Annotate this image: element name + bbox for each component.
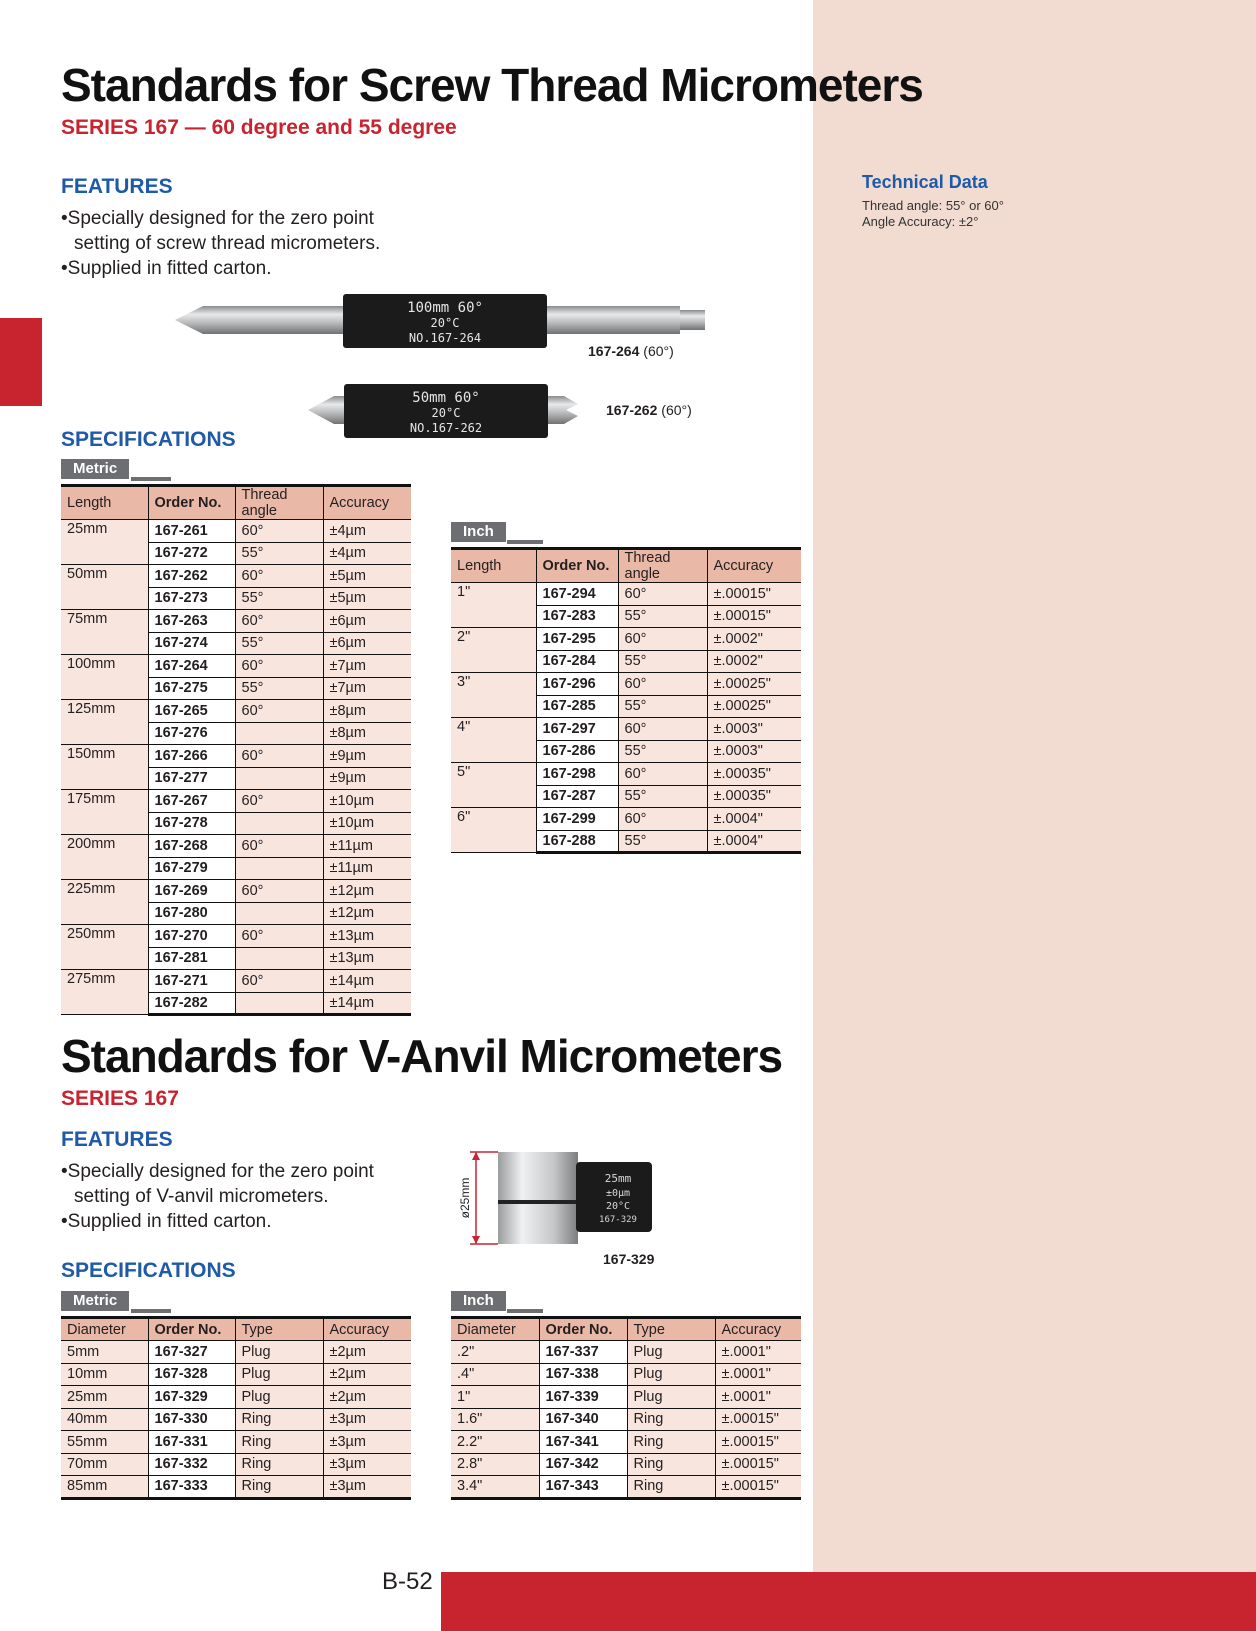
table-cell: 40mm	[61, 1408, 148, 1431]
specifications-heading: SPECIFICATIONS	[61, 428, 236, 451]
table-cell: Ring	[235, 1476, 323, 1499]
table-cell: ±9µm	[323, 745, 411, 768]
table-cell: 60°	[235, 610, 323, 633]
table-cell: 167-341	[539, 1431, 627, 1454]
table-cell	[235, 857, 323, 880]
table-cell: 167-269	[148, 880, 235, 903]
table-cell: 125mm	[61, 700, 148, 745]
table-cell: 167-268	[148, 835, 235, 858]
table-cell: 150mm	[61, 745, 148, 790]
table-cell: ±12µm	[323, 880, 411, 903]
table-cell: 167-276	[148, 722, 235, 745]
table-cell: 60°	[618, 763, 707, 786]
table-row	[61, 835, 411, 858]
table-row	[61, 565, 411, 588]
specifications-heading: SPECIFICATIONS	[61, 1259, 236, 1282]
table-cell	[235, 992, 323, 1015]
table-cell: 167-342	[539, 1453, 627, 1476]
table-cell: 10mm	[61, 1363, 148, 1386]
features-heading: FEATURES	[61, 1128, 173, 1151]
table-cell: 1.6"	[451, 1408, 539, 1431]
table-cell: ±13µm	[323, 947, 411, 970]
table-cell: 1"	[451, 1386, 539, 1409]
table-cell: 167-262	[148, 565, 235, 588]
table-cell: ±10µm	[323, 790, 411, 813]
table-cell: 3"	[451, 673, 536, 718]
table-cell: 75mm	[61, 610, 148, 655]
table-cell: 60°	[235, 925, 323, 948]
table-cell: 55°	[618, 785, 707, 808]
table-row	[61, 655, 411, 678]
table-cell: 70mm	[61, 1453, 148, 1476]
table-cell: ±.00015"	[715, 1453, 801, 1476]
column-header: Order No.	[148, 1318, 235, 1341]
table-row	[451, 583, 801, 606]
table-cell: 85mm	[61, 1476, 148, 1499]
page-title-screw-thread: Standards for Screw Thread Micrometers	[61, 59, 923, 111]
table-cell: ±8µm	[323, 722, 411, 745]
table-cell: Plug	[627, 1386, 715, 1409]
table-cell: 1"	[451, 583, 536, 628]
table-cell: ±.0002"	[707, 628, 801, 651]
side-panel	[813, 0, 1256, 1631]
table-cell: ±.0001"	[715, 1363, 801, 1386]
table-row	[61, 1341, 411, 1364]
table-row	[451, 673, 801, 696]
table-cell: ±.00035"	[707, 763, 801, 786]
table-cell: .4"	[451, 1363, 539, 1386]
v-anvil-metric-table	[61, 1316, 411, 1500]
engraving-text: 25mm	[604, 1172, 632, 1185]
feature-item: •Specially designed for the zero point setting of screw thread micrometers.	[61, 208, 381, 254]
table-cell: ±13µm	[323, 925, 411, 948]
column-header: Length	[61, 486, 148, 520]
table-cell: 167-337	[539, 1341, 627, 1364]
table-cell: 167-296	[536, 673, 618, 696]
image-caption: 167-262 (60°)	[606, 402, 692, 418]
table-cell: 2.2"	[451, 1431, 539, 1454]
table-row	[61, 520, 411, 543]
table-cell: 55°	[235, 632, 323, 655]
table-cell: Plug	[235, 1363, 323, 1386]
engraving-text: 167-329	[599, 1215, 637, 1225]
table-cell: ±5µm	[323, 587, 411, 610]
table-cell: ±.00015"	[715, 1431, 801, 1454]
table-cell: ±.0002"	[707, 650, 801, 673]
table-cell: ±3µm	[323, 1476, 411, 1499]
table-cell: ±14µm	[323, 992, 411, 1015]
table-cell: Ring	[235, 1453, 323, 1476]
table-cell: 167-332	[148, 1453, 235, 1476]
feature-item: •Supplied in fitted carton.	[61, 258, 272, 279]
table-cell: ±12µm	[323, 902, 411, 925]
table-row	[61, 1386, 411, 1409]
column-header: Accuracy	[715, 1318, 801, 1341]
table-cell: ±.00015"	[707, 605, 801, 628]
engraving-text: ±0µm	[605, 1188, 631, 1199]
feature-item: •Specially designed for the zero point setting of V-anvil micrometers.	[61, 1161, 374, 1207]
table-cell: ±9µm	[323, 767, 411, 790]
table-row	[451, 763, 801, 786]
inch-label: Inch	[451, 522, 543, 544]
table-row	[61, 700, 411, 723]
table-cell: ±14µm	[323, 970, 411, 993]
table-cell: 167-339	[539, 1386, 627, 1409]
table-cell: 60°	[618, 808, 707, 831]
table-cell: 167-272	[148, 542, 235, 565]
table-cell: 167-327	[148, 1341, 235, 1364]
table-cell: ±6µm	[323, 632, 411, 655]
table-cell: 55°	[618, 830, 707, 853]
image-caption: 167-329	[603, 1251, 655, 1267]
table-cell: ±.0003"	[707, 740, 801, 763]
engraving-text: 20°C	[605, 1201, 631, 1212]
image-caption: 167-264 (60°)	[588, 343, 674, 359]
table-cell: 167-280	[148, 902, 235, 925]
table-cell: ±3µm	[323, 1408, 411, 1431]
v-anvil-standard-image	[458, 1148, 668, 1248]
table-cell: 55°	[618, 605, 707, 628]
table-cell: ±2µm	[323, 1386, 411, 1409]
table-cell: ±10µm	[323, 812, 411, 835]
dimension-label: ø25mm	[458, 1177, 472, 1219]
table-row	[451, 1363, 801, 1386]
table-cell: 167-340	[539, 1408, 627, 1431]
table-row	[61, 1453, 411, 1476]
page-number: B-52	[382, 1568, 433, 1595]
table-cell: Plug	[627, 1363, 715, 1386]
table-cell: ±.0004"	[707, 808, 801, 831]
table-cell: ±.00035"	[707, 785, 801, 808]
column-header: Length	[451, 549, 536, 583]
engraving-text: NO.167-262	[409, 421, 483, 435]
table-cell: 167-295	[536, 628, 618, 651]
table-cell: 167-270	[148, 925, 235, 948]
table-cell: 167-261	[148, 520, 235, 543]
table-cell: 167-279	[148, 857, 235, 880]
table-cell: 167-278	[148, 812, 235, 835]
page-title-v-anvil: Standards for V-Anvil Micrometers	[61, 1030, 783, 1082]
table-cell: 55°	[235, 677, 323, 700]
table-row	[451, 1408, 801, 1431]
table-cell: 5mm	[61, 1341, 148, 1364]
table-cell: 167-297	[536, 718, 618, 741]
table-cell: 60°	[235, 655, 323, 678]
table-cell: 225mm	[61, 880, 148, 925]
table-cell: ±2µm	[323, 1341, 411, 1364]
table-cell: ±3µm	[323, 1453, 411, 1476]
column-header: Accuracy	[707, 549, 801, 583]
table-cell: ±.00025"	[707, 673, 801, 696]
table-row	[61, 880, 411, 903]
section-edge-tab	[0, 318, 42, 406]
table-cell: 167-267	[148, 790, 235, 813]
metric-label: Metric	[61, 459, 171, 481]
table-row	[451, 628, 801, 651]
table-cell: 167-330	[148, 1408, 235, 1431]
column-header: Type	[627, 1318, 715, 1341]
table-cell: 167-284	[536, 650, 618, 673]
table-cell: Ring	[627, 1453, 715, 1476]
table-cell	[235, 947, 323, 970]
features-list	[61, 1159, 391, 1234]
engraving-text: 20°C	[431, 406, 461, 420]
table-cell: 167-343	[539, 1476, 627, 1499]
table-cell	[235, 722, 323, 745]
table-row	[61, 1476, 411, 1499]
table-cell: 167-275	[148, 677, 235, 700]
table-cell: 167-298	[536, 763, 618, 786]
table-cell: Ring	[235, 1431, 323, 1454]
table-row	[61, 1431, 411, 1454]
column-header: Type	[235, 1318, 323, 1341]
table-row	[451, 1386, 801, 1409]
table-cell: 167-283	[536, 605, 618, 628]
table-cell	[235, 902, 323, 925]
table-cell: 167-333	[148, 1476, 235, 1499]
screw-thread-metric-table	[61, 484, 411, 1016]
screw-thread-inch-table	[451, 547, 801, 854]
table-cell: 60°	[235, 790, 323, 813]
footer-bar	[441, 1572, 1256, 1631]
features-heading: FEATURES	[61, 175, 173, 198]
engraving-text: 100mm 60°	[407, 300, 483, 316]
table-row	[61, 745, 411, 768]
column-header: Diameter	[61, 1318, 148, 1341]
table-row	[451, 1431, 801, 1454]
feature-item: •Supplied in fitted carton.	[61, 1211, 272, 1232]
series-subtitle: SERIES 167	[61, 1087, 179, 1110]
table-cell: 167-266	[148, 745, 235, 768]
series-subtitle: SERIES 167 — 60 degree and 55 degree	[61, 116, 457, 139]
table-cell: ±.0004"	[707, 830, 801, 853]
table-cell: ±.0001"	[715, 1386, 801, 1409]
column-header: Diameter	[451, 1318, 539, 1341]
table-cell: 167-287	[536, 785, 618, 808]
table-cell: Plug	[627, 1341, 715, 1364]
table-cell: 50mm	[61, 565, 148, 610]
inch-label: Inch	[451, 1291, 543, 1313]
table-cell: 3.4"	[451, 1476, 539, 1499]
technical-data	[862, 172, 1004, 230]
table-cell: ±4µm	[323, 520, 411, 543]
table-cell: 25mm	[61, 1386, 148, 1409]
technical-data-line: Angle Accuracy: ±2°	[862, 214, 979, 229]
table-cell: ±6µm	[323, 610, 411, 633]
table-cell: 175mm	[61, 790, 148, 835]
table-cell: 167-294	[536, 583, 618, 606]
column-header: Thread angle	[618, 549, 707, 583]
table-cell: 167-286	[536, 740, 618, 763]
table-cell: 167-329	[148, 1386, 235, 1409]
table-cell	[235, 767, 323, 790]
table-cell: ±8µm	[323, 700, 411, 723]
table-cell: 167-263	[148, 610, 235, 633]
table-cell: ±5µm	[323, 565, 411, 588]
table-cell: 275mm	[61, 970, 148, 1015]
table-cell: 167-277	[148, 767, 235, 790]
technical-data-title: Technical Data	[862, 172, 988, 192]
column-header: Order No.	[539, 1318, 627, 1341]
table-cell: 167-338	[539, 1363, 627, 1386]
table-cell: .2"	[451, 1341, 539, 1364]
table-cell: Plug	[235, 1386, 323, 1409]
table-cell: 167-274	[148, 632, 235, 655]
table-row	[61, 1363, 411, 1386]
table-row	[451, 718, 801, 741]
engraving-text: 20°C	[430, 316, 460, 330]
table-cell: 60°	[618, 583, 707, 606]
table-row	[61, 610, 411, 633]
table-cell: 55°	[235, 587, 323, 610]
engraving-text: 50mm 60°	[412, 390, 480, 406]
table-cell: 250mm	[61, 925, 148, 970]
table-cell: 167-282	[148, 992, 235, 1015]
table-cell: 55°	[618, 695, 707, 718]
table-row	[451, 1453, 801, 1476]
table-cell: ±11µm	[323, 835, 411, 858]
table-cell: 55mm	[61, 1431, 148, 1454]
table-cell: ±7µm	[323, 655, 411, 678]
table-cell: ±11µm	[323, 857, 411, 880]
table-cell: Ring	[627, 1476, 715, 1499]
table-row	[61, 790, 411, 813]
table-cell: 60°	[618, 718, 707, 741]
table-cell: 60°	[235, 880, 323, 903]
table-cell: 167-281	[148, 947, 235, 970]
table-cell: 100mm	[61, 655, 148, 700]
table-cell: ±3µm	[323, 1431, 411, 1454]
table-cell: ±.0003"	[707, 718, 801, 741]
table-cell: Ring	[235, 1408, 323, 1431]
column-header: Accuracy	[323, 486, 411, 520]
screw-thread-standard-50mm-image	[308, 380, 586, 442]
table-cell: ±.00025"	[707, 695, 801, 718]
table-cell: 60°	[235, 700, 323, 723]
table-cell: 60°	[618, 628, 707, 651]
table-cell: ±.0001"	[715, 1341, 801, 1364]
table-cell: 167-271	[148, 970, 235, 993]
table-cell: 2"	[451, 628, 536, 673]
metric-label: Metric	[61, 1291, 171, 1313]
table-cell: ±7µm	[323, 677, 411, 700]
table-cell: ±.00015"	[715, 1476, 801, 1499]
v-anvil-inch-table	[451, 1316, 801, 1500]
table-cell: 167-288	[536, 830, 618, 853]
table-cell: 167-265	[148, 700, 235, 723]
table-cell: 6"	[451, 808, 536, 853]
table-cell	[235, 812, 323, 835]
table-cell: 60°	[618, 673, 707, 696]
table-cell: 4"	[451, 718, 536, 763]
column-header: Thread angle	[235, 486, 323, 520]
table-cell: 55°	[235, 542, 323, 565]
table-cell: Ring	[627, 1431, 715, 1454]
table-cell: 5"	[451, 763, 536, 808]
table-cell: ±2µm	[323, 1363, 411, 1386]
table-cell: 200mm	[61, 835, 148, 880]
table-cell: 60°	[235, 520, 323, 543]
engraving-text: NO.167-264	[408, 331, 482, 345]
table-cell: 55°	[618, 650, 707, 673]
table-cell: 167-299	[536, 808, 618, 831]
column-header: Accuracy	[323, 1318, 411, 1341]
features-list	[61, 206, 391, 281]
table-row	[451, 1476, 801, 1499]
table-row	[61, 970, 411, 993]
table-cell: Ring	[627, 1408, 715, 1431]
table-cell: Plug	[235, 1341, 323, 1364]
table-row	[451, 1341, 801, 1364]
column-header: Order No.	[536, 549, 618, 583]
table-cell: ±.00015"	[707, 583, 801, 606]
table-cell: 60°	[235, 565, 323, 588]
table-cell: 2.8"	[451, 1453, 539, 1476]
table-cell: 55°	[618, 740, 707, 763]
table-row	[61, 1408, 411, 1431]
column-header: Order No.	[148, 486, 235, 520]
table-cell: 60°	[235, 970, 323, 993]
table-cell: 60°	[235, 835, 323, 858]
table-cell: 167-331	[148, 1431, 235, 1454]
table-cell: 167-328	[148, 1363, 235, 1386]
technical-data-line: Thread angle: 55° or 60°	[862, 198, 1004, 213]
table-cell: 60°	[235, 745, 323, 768]
table-row	[451, 808, 801, 831]
table-cell: ±.00015"	[715, 1408, 801, 1431]
table-cell: 25mm	[61, 520, 148, 565]
table-row	[61, 925, 411, 948]
table-cell: 167-273	[148, 587, 235, 610]
table-cell: 167-285	[536, 695, 618, 718]
table-cell: 167-264	[148, 655, 235, 678]
table-cell: ±4µm	[323, 542, 411, 565]
